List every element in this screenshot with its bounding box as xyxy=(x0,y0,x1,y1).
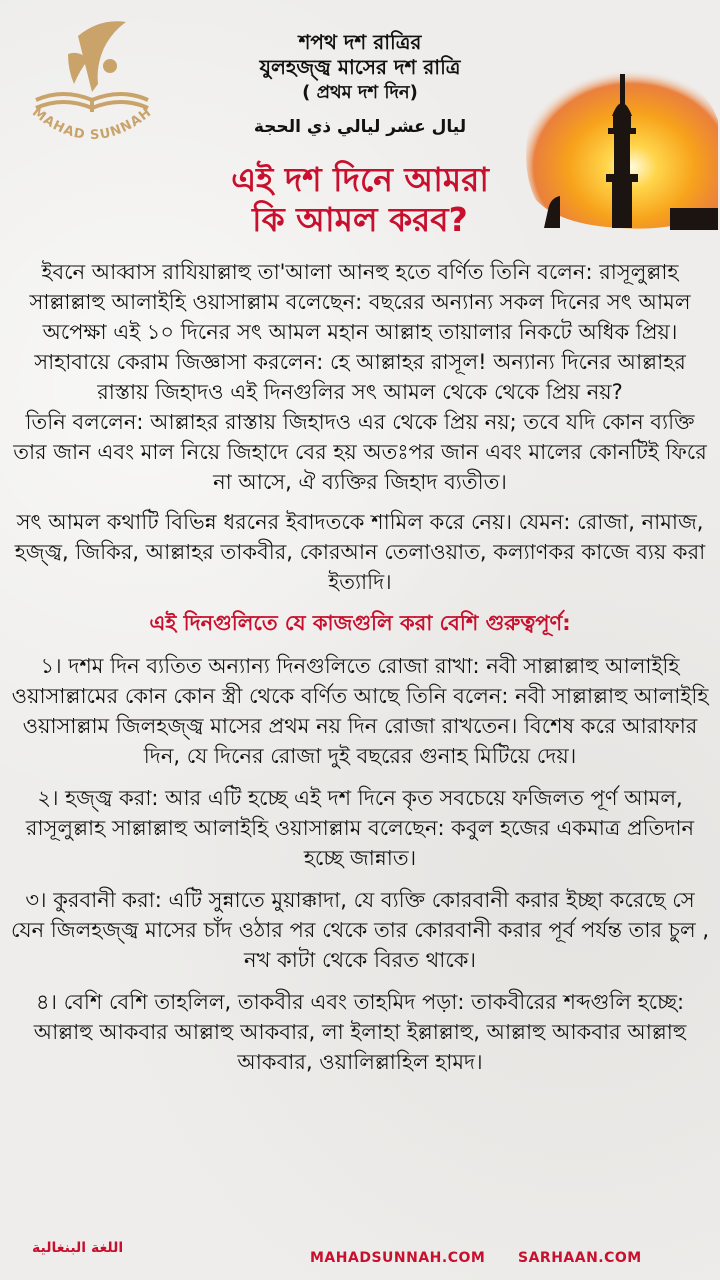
good-deeds-paragraph: সৎ আমল কথাটি বিভিন্ন ধরনের ইবাদতকে শামিল করে নেয়। যেমন: রোজা, নামাজ, হজ্জ্ব, জিকির, আল্লাহর তাকবীর, কোরআন তেলাওয়াত, কল্যাণকর কাজে ব্যয় করা ইত্যাদি। xyxy=(14,510,706,594)
list-item-qurbani: ৩। কুরবানী করা: এটি সুন্নাতে মুয়াক্কাদা, যে ব্যক্তি কোরবানী করার ইচ্ছা করেছে সে যেন জিলহজ্জ্ব মাসের চাঁদ ওঠার পর থেকে তার কোরবানী করার পূর্ব পর্যন্ত তার চুল , নখ কাটা থেকে বিরত থাকে। xyxy=(10,888,709,972)
mahad-sunnah-logo xyxy=(8,8,178,158)
arabic-subtitle: ليال عشر ليالي ذي الحجة xyxy=(253,117,467,137)
main-content xyxy=(10,257,710,1077)
header-line-3: ( প্রথম দশ দিন) xyxy=(302,82,418,103)
header-line-1: শপথ দশ রাত্রির xyxy=(298,30,422,54)
important-deeds-heading: এই দিনগুলিতে যে কাজগুলি করা বেশি গুরুত্বপূর্ণ: xyxy=(149,611,571,635)
hadith-paragraph: ইবনে আব্বাস রাযিয়াল্লাহু তা'আলা আনহু হতে বর্ণিত তিনি বলেন: রাসূলুল্লাহ সাল্লাল্লাহু আলাইহি ওয়াসাল্লাম বলেছেন: বছরের অন্যান্য সকল দিনের সৎ আমল অপেক্ষা এই ১০ দিনের সৎ আমল মহান আল্লাহ তায়ালার নিকটে অধিক প্রিয়। সাহাবায়ে কেরাম জিজ্ঞাসা করলেন: হে আল্লাহর রাসূল! অন্যান্য দিনের আল্লাহর রাস্তায় জিহাদও এই দিনগুলির সৎ আমল থেকে থেকে প্রিয় নয়? xyxy=(29,260,691,404)
list-item-takbir: ৪। বেশি বেশি তাহলিল, তাকবীর এবং তাহমিদ পড়া: তাকবীরের শব্দগুলি হচ্ছে: আল্লাহু আকবার আল্লাহু আকবার, লা ইলাহা ইল্লাল্লাহু, আল্লাহু আকবার আল্লাহু আকবার, ওয়ালিল্লাহিল হামদ। xyxy=(33,990,687,1074)
logo-text: MAHAD SUNNAH xyxy=(29,104,155,144)
page-title xyxy=(150,160,570,240)
title-line-2: কি আমল করব? xyxy=(252,200,468,239)
footer-language-label: اللغة البنغالية xyxy=(32,1240,124,1256)
title-line-1: এই দশ দিনে আমরা xyxy=(231,160,489,199)
header xyxy=(170,30,550,137)
header-line-2: যুলহজ্জ্ব মাসের দশ রাত্রি xyxy=(259,55,461,79)
footer-link-sarhaan[interactable]: SARHAAN.COM xyxy=(518,1250,642,1266)
list-item-hajj: ২। হজ্জ্ব করা: আর এটি হচ্ছে এই দশ দিনে কৃত সবচেয়ে ফজিলত পূর্ণ আমল, রাসূলুল্লাহ সাল্লাল্লাহু আলাইহি ওয়াসাল্লাম বলেছেন: কবুল হজের একমাত্র প্রতিদান হচ্ছে জান্নাত। xyxy=(25,786,695,870)
hadith-continuation: তিনি বললেন: আল্লাহর রাস্তায় জিহাদও এর থেকে প্রিয় নয়; তবে যদি কোন ব্যক্তি তার জান এবং মাল নিয়ে জিহাদে বের হয় অতঃপর জান এবং মালের কোনটিই ফিরে না আসে, ঐ ব্যক্তির জিহাদ ব্যতীত। xyxy=(13,410,707,494)
list-item-fasting: ১। দশম দিন ব্যতিত অন্যান্য দিনগুলিতে রোজা রাখা: নবী সাল্লাল্লাহু আলাইহি ওয়াসাল্লামের কোন কোন স্ত্রী থেকে বর্ণিত আছে তিনি বলেন: নবী সাল্লাল্লাহু আলাইহি ওয়াসাল্লাম জিলহজ্জ্ব মাসের প্রথম নয় দিন রোজা রাখতেন। বিশেষ করে আরাফার দিন, যে দিনের রোজা দুই বছরের গুনাহ মিটিয়ে দেয়। xyxy=(11,654,709,768)
footer-link-mahadsunnah[interactable]: MAHADSUNNAH.COM xyxy=(310,1250,486,1266)
